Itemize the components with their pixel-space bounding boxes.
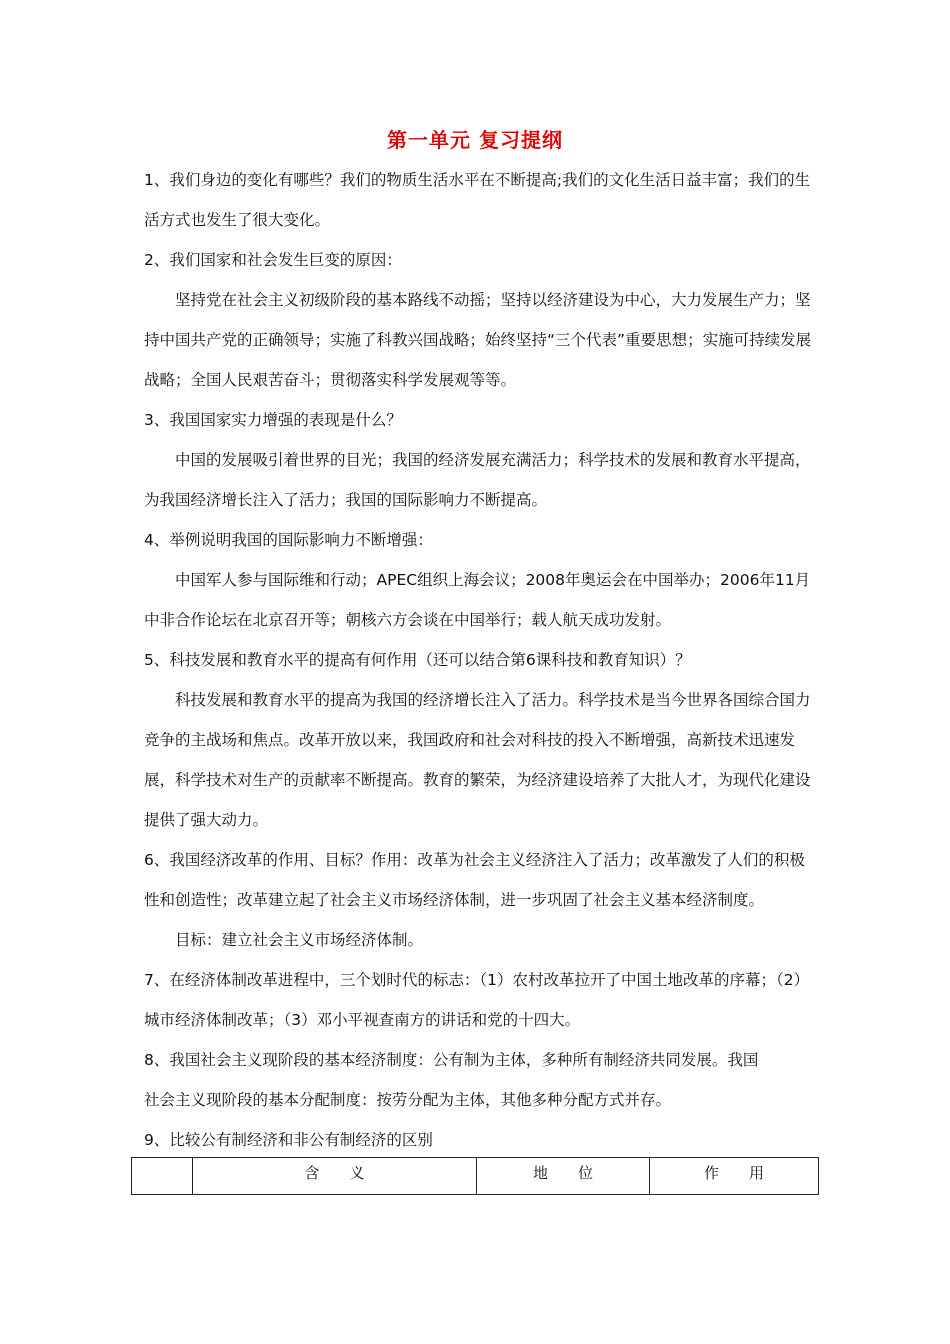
- question-2: 2、我们国家和社会发生巨变的原因：: [144, 251, 402, 269]
- question-5: 5、科技发展和教育水平的提高有何作用（还可以结合第6课科技和教育知识）？: [144, 651, 691, 669]
- answer-2: 坚持党在社会主义初级阶段的基本路线不动摇；坚持以经济建设为中心，大力发展生产力；坚持中国共产党的正确领导；实施了科教兴国战略；始终坚持“三个代表”重要思想；实施可持续发展战略；全国人民艰苦奋斗；贯彻落实科学发展观等等。: [144, 291, 812, 389]
- table-header-cell-blank: [132, 1158, 193, 1195]
- answer-5: 科技发展和教育水平的提高为我国的经济增长注入了活力。科学技术是当今世界各国综合国力竞争的主战场和焦点。改革开放以来，我国政府和社会对科技的投入不断增强，高新技术迅速发展，科学技术对生产的贡献率不断提高。教育的繁荣，为经济建设培养了大批人才，为现代化建设提供了强大动力。: [144, 691, 811, 829]
- question-4: 4、举例说明我国的国际影响力不断增强：: [144, 531, 433, 549]
- question-3: 3、我国国家实力增强的表现是什么？: [144, 411, 402, 429]
- table-header-row: [132, 1158, 819, 1195]
- table-header-cell-meaning: 含 义: [193, 1158, 477, 1195]
- answer-3: 中国的发展吸引着世界的目光；我国的经济发展充满活力；科学技术的发展和教育水平提高，为我国经济增长注入了活力；我国的国际影响力不断提高。: [144, 451, 811, 509]
- table-header-cell-function: 作 用: [650, 1158, 819, 1195]
- answer-4: 中国军人参与国际维和行动；APEC组织上海会议；2008年奥运会在中国举办；2006年11月中非合作论坛在北京召开等；朝核六方会谈在中国举行；载人航天成功发射。: [144, 571, 811, 629]
- question-8: 8、我国社会主义现阶段的基本经济制度：公有制为主体，多种所有制经济共同发展。我国: [144, 1051, 759, 1069]
- page-title: 第一单元 复习提纲: [387, 128, 563, 152]
- answer-6-goal: 目标：建立社会主义市场经济体制。: [175, 931, 424, 949]
- question-9: 9、比较公有制经济和非公有制经济的区别: [144, 1131, 433, 1149]
- outline-body: [144, 160, 814, 1160]
- question-6: 6、我国经济改革的作用、目标？作用：改革为社会主义经济注入了活力；改革激发了人们的积极性和创造性；改革建立起了社会主义市场经济体制，进一步巩固了社会主义基本经济制度。: [144, 851, 805, 909]
- comparison-table: [131, 1157, 819, 1195]
- question-7: 7、在经济体制改革进程中，三个划时代的标志：（1）农村改革拉开了中国土地改革的序幕；（2）城市经济体制改革；（3）邓小平视查南方的讲话和党的十四大。: [144, 971, 810, 1029]
- question-1: 1、我们身边的变化有哪些？我们的物质生活水平在不断提高;我们的文化生活日益丰富；我们的生活方式也发生了很大变化。: [144, 171, 811, 229]
- table-header-cell-status: 地 位: [477, 1158, 650, 1195]
- answer-8-continued: 社会主义现阶段的基本分配制度：按劳分配为主体，其他多种分配方式并存。: [144, 1091, 672, 1109]
